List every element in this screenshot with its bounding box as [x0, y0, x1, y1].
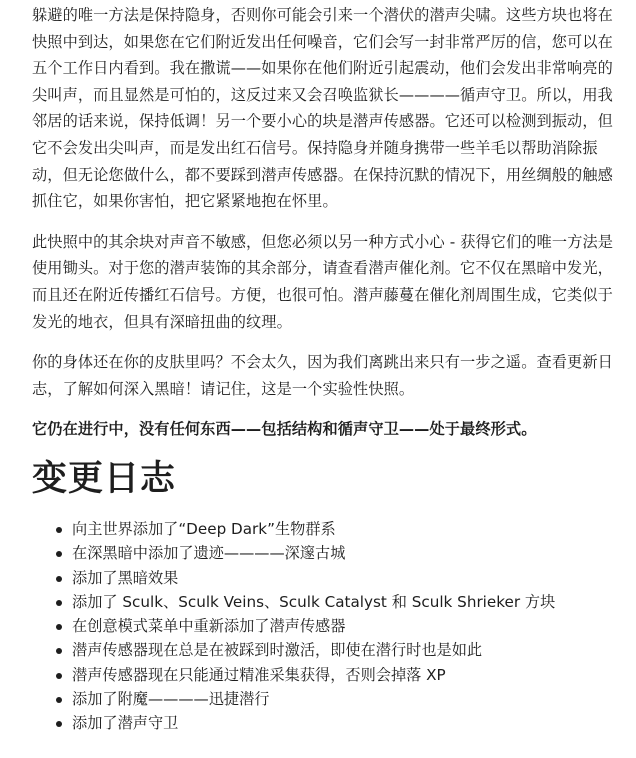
bullet-icon	[56, 648, 62, 654]
list-item-text: 潜声传感器现在只能通过精准采集获得，否则会掉落 XP	[72, 665, 446, 684]
paragraph-changelog-intro: 你的身体还在你的皮肤里吗？不会太久，因为我们离跳出来只有一步之遥。查看更新日志，了解如何深入黑暗！请记住，这是一个实验性快照。	[32, 353, 613, 398]
list-item-text: 潜声传感器现在总是在被踩到时激活，即使在潜行时也是如此	[72, 641, 483, 660]
list-item	[72, 711, 628, 735]
list-item-text: 在深黑暗中添加了遗迹————深邃古城	[72, 544, 346, 563]
bullet-icon	[56, 721, 62, 727]
bullet-icon	[56, 600, 62, 606]
list-item-text: 在创意模式菜单中重新添加了潜声传感器	[72, 617, 346, 636]
bullet-icon	[56, 576, 62, 582]
list-item-text: 添加了黑暗效果	[72, 568, 179, 587]
list-item	[72, 590, 628, 614]
list-item-text: 添加了附魔————迅捷潜行	[72, 689, 270, 708]
paragraph-hoe: 此快照中的其余块对声音不敏感，但您必须以另一种方式小心 - 获得它们的唯一方法是使用锄头。对于您的潜声装饰的其余部分，请查看潜声催化剂。它不仅在黑暗中发光，而且还在附近传播红石信号。方便，也很可怕。潜声藤蔓在催化剂周围生成，它类似于发光的地衣，但具有深暗扭曲的纹理。	[32, 232, 614, 331]
list-item	[72, 566, 628, 590]
list-item	[72, 687, 628, 711]
list-item	[72, 517, 628, 541]
bullet-icon	[56, 527, 62, 533]
paragraph-stealth: 躲避的唯一方法是保持隐身，否则你可能会引来一个潜伏的潜声尖啸。这些方块也将在快照中到达，如果您在它们附近发出任何噪音，它们会写一封非常严厉的信，您可以在五个工作日内看到。我在撒谎——如果你在他们附近引起震动，他们会发出非常响亮的尖叫声，而且显然是可怕的，这反过来又会召唤监狱长————循声守卫。所以，用我邻居的话来说，保持低调！另一个要小心的块是潜声传感器。它还可以检测到振动，但它不会发出尖叫声，而是发出红石信号。保持隐身并随身携带一些羊毛以帮助消除振动，但无论您做什么，都不要踩到潜声传感器。在保持沉默的情况下，用丝绸般的触感抓住它，如果你害怕，把它紧紧地抱在怀里。	[32, 6, 613, 211]
work-in-progress-notice: 它仍在进行中，没有任何东西——包括结构和循声守卫——处于最终形式。	[32, 420, 537, 439]
bullet-icon	[56, 673, 62, 679]
list-item-text: 向主世界添加了“Deep Dark”生物群系	[72, 519, 336, 538]
list-item-text: 添加了 Sculk、Sculk Veins、Sculk Catalyst 和 Sculk Shrieker 方块	[72, 592, 556, 611]
list-item	[72, 614, 628, 638]
article-body	[32, 2, 628, 736]
list-item	[72, 663, 628, 687]
changelog-list	[32, 517, 628, 736]
list-item	[72, 541, 628, 565]
changelog-heading: 变更日志	[32, 458, 177, 499]
list-item	[72, 638, 628, 662]
list-item-text: 添加了潜声守卫	[72, 714, 179, 733]
bullet-icon	[56, 697, 62, 703]
bullet-icon	[56, 551, 62, 557]
bullet-icon	[56, 624, 62, 630]
